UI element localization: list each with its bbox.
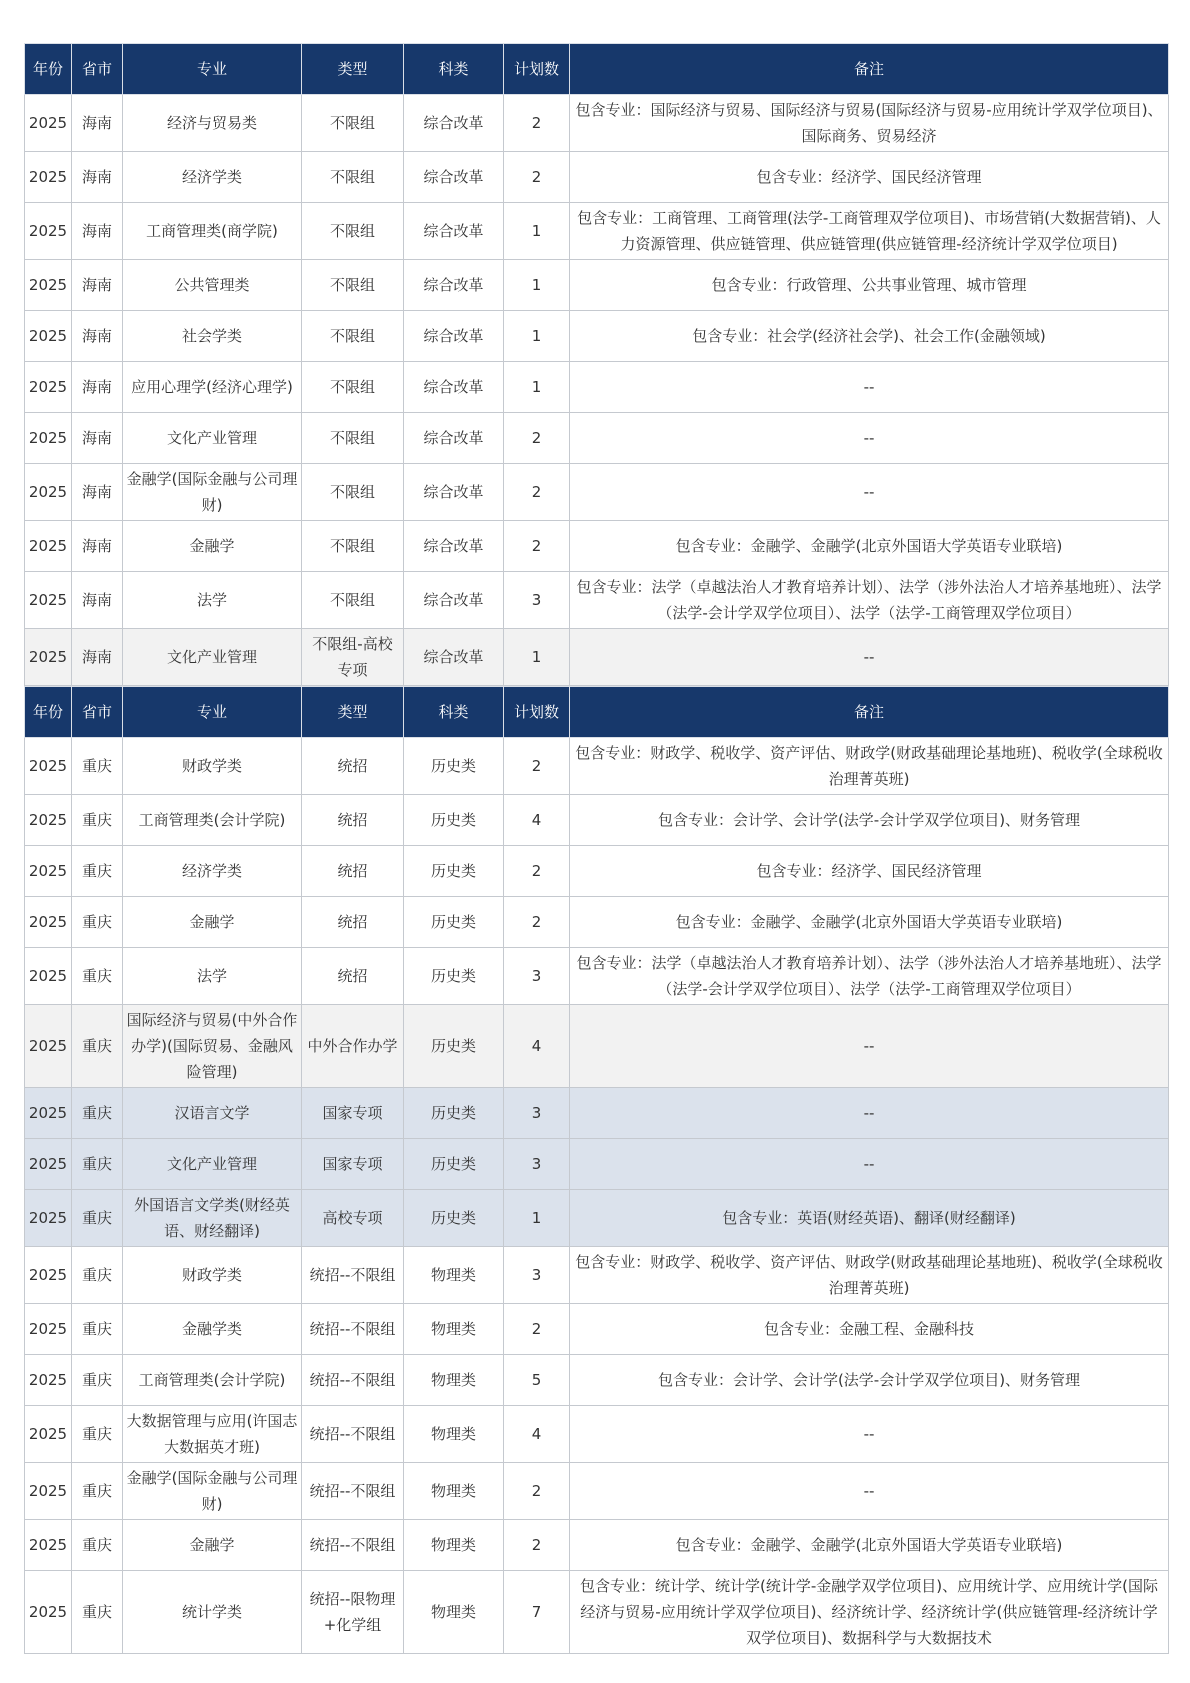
plan-cell: 1 — [504, 362, 570, 413]
type-cell: 不限组 — [302, 362, 404, 413]
remark-cell: 包含专业：金融学、金融学(北京外国语大学英语专业联培) — [570, 897, 1169, 948]
remark-cell: 包含专业：金融学、金融学(北京外国语大学英语专业联培) — [570, 521, 1169, 572]
type-cell: 统招--不限组 — [302, 1304, 404, 1355]
province-cell: 海南 — [72, 260, 123, 311]
major-cell: 经济学类 — [123, 152, 302, 203]
year-cell: 2025 — [25, 846, 72, 897]
column-header-plan: 计划数 — [504, 687, 570, 738]
category-cell: 历史类 — [404, 1190, 504, 1247]
type-cell: 不限组 — [302, 413, 404, 464]
table-row — [25, 95, 1169, 152]
province-cell: 海南 — [72, 629, 123, 686]
remark-cell: 包含专业：英语(财经英语)、翻译(财经翻译) — [570, 1190, 1169, 1247]
year-cell: 2025 — [25, 897, 72, 948]
major-cell: 金融学 — [123, 1520, 302, 1571]
major-cell: 统计学类 — [123, 1571, 302, 1654]
table-row — [25, 897, 1169, 948]
table-row — [25, 846, 1169, 897]
year-cell: 2025 — [25, 1355, 72, 1406]
type-cell: 统招 — [302, 948, 404, 1005]
major-cell: 公共管理类 — [123, 260, 302, 311]
category-cell: 综合改革 — [404, 311, 504, 362]
remark-cell: 包含专业：工商管理、工商管理(法学-工商管理双学位项目)、市场营销(大数据营销)、人力资源管理、供应链管理、供应链管理(供应链管理-经济统计学双学位项目) — [570, 203, 1169, 260]
plan-cell: 2 — [504, 413, 570, 464]
major-cell: 大数据管理与应用(许国志大数据英才班) — [123, 1406, 302, 1463]
category-cell: 物理类 — [404, 1520, 504, 1571]
category-cell: 综合改革 — [404, 572, 504, 629]
remark-cell: -- — [570, 413, 1169, 464]
category-cell: 物理类 — [404, 1355, 504, 1406]
type-cell: 国家专项 — [302, 1139, 404, 1190]
major-cell: 社会学类 — [123, 311, 302, 362]
type-cell: 统招--不限组 — [302, 1520, 404, 1571]
province-cell: 海南 — [72, 203, 123, 260]
year-cell: 2025 — [25, 152, 72, 203]
remark-cell: 包含专业：经济学、国民经济管理 — [570, 846, 1169, 897]
year-cell: 2025 — [25, 464, 72, 521]
column-header-province: 省市 — [72, 44, 123, 95]
column-header-remark: 备注 — [570, 687, 1169, 738]
year-cell: 2025 — [25, 1005, 72, 1088]
year-cell: 2025 — [25, 1139, 72, 1190]
province-cell: 重庆 — [72, 846, 123, 897]
category-cell: 综合改革 — [404, 413, 504, 464]
category-cell: 综合改革 — [404, 203, 504, 260]
province-cell: 重庆 — [72, 1571, 123, 1654]
plan-cell: 1 — [504, 260, 570, 311]
year-cell: 2025 — [25, 413, 72, 464]
province-cell: 重庆 — [72, 795, 123, 846]
column-header-type: 类型 — [302, 687, 404, 738]
type-cell: 统招--不限组 — [302, 1355, 404, 1406]
major-cell: 工商管理类(商学院) — [123, 203, 302, 260]
remark-cell: 包含专业：会计学、会计学(法学-会计学双学位项目)、财务管理 — [570, 1355, 1169, 1406]
major-cell: 金融学(国际金融与公司理财) — [123, 464, 302, 521]
type-cell: 不限组 — [302, 311, 404, 362]
province-cell: 重庆 — [72, 1005, 123, 1088]
category-cell: 物理类 — [404, 1463, 504, 1520]
plan-cell: 4 — [504, 1406, 570, 1463]
type-cell: 统招 — [302, 897, 404, 948]
year-cell: 2025 — [25, 1520, 72, 1571]
major-cell: 法学 — [123, 948, 302, 1005]
plan-cell: 4 — [504, 795, 570, 846]
plan-cell: 2 — [504, 521, 570, 572]
category-cell: 综合改革 — [404, 362, 504, 413]
province-cell: 海南 — [72, 95, 123, 152]
table-row — [25, 948, 1169, 1005]
table-row — [25, 362, 1169, 413]
type-cell: 不限组 — [302, 464, 404, 521]
table-row — [25, 1463, 1169, 1520]
type-cell: 不限组-高校专项 — [302, 629, 404, 686]
province-cell: 重庆 — [72, 948, 123, 1005]
major-cell: 经济学类 — [123, 846, 302, 897]
type-cell: 统招 — [302, 795, 404, 846]
plan-cell: 1 — [504, 1190, 570, 1247]
type-cell: 不限组 — [302, 572, 404, 629]
table-row — [25, 1190, 1169, 1247]
category-cell: 历史类 — [404, 1088, 504, 1139]
plan-cell: 5 — [504, 1355, 570, 1406]
category-cell: 物理类 — [404, 1406, 504, 1463]
remark-cell: -- — [570, 464, 1169, 521]
province-cell: 海南 — [72, 413, 123, 464]
remark-cell: 包含专业：金融工程、金融科技 — [570, 1304, 1169, 1355]
type-cell: 统招--不限组 — [302, 1463, 404, 1520]
plan-cell: 3 — [504, 1247, 570, 1304]
province-cell: 重庆 — [72, 1088, 123, 1139]
year-cell: 2025 — [25, 1571, 72, 1654]
remark-cell: -- — [570, 1088, 1169, 1139]
year-cell: 2025 — [25, 203, 72, 260]
remark-cell: -- — [570, 1463, 1169, 1520]
category-cell: 历史类 — [404, 897, 504, 948]
table-row — [25, 1571, 1169, 1654]
plan-cell: 3 — [504, 1088, 570, 1139]
year-cell: 2025 — [25, 1304, 72, 1355]
remark-cell: 包含专业：行政管理、公共事业管理、城市管理 — [570, 260, 1169, 311]
plan-cell: 2 — [504, 1304, 570, 1355]
plan-cell: 2 — [504, 738, 570, 795]
province-cell: 海南 — [72, 152, 123, 203]
major-cell: 金融学 — [123, 521, 302, 572]
table-row — [25, 464, 1169, 521]
plan-cell: 4 — [504, 1005, 570, 1088]
remark-cell: 包含专业：法学（卓越法治人才教育培养计划）、法学（涉外法治人才培养基地班）、法学（法学-会计学双学位项目）、法学（法学-工商管理双学位项目） — [570, 572, 1169, 629]
table-row — [25, 521, 1169, 572]
year-cell: 2025 — [25, 521, 72, 572]
type-cell: 高校专项 — [302, 1190, 404, 1247]
hainan-plan-table — [24, 43, 1169, 686]
remark-cell: 包含专业：金融学、金融学(北京外国语大学英语专业联培) — [570, 1520, 1169, 1571]
plan-cell: 2 — [504, 897, 570, 948]
remark-cell: -- — [570, 1139, 1169, 1190]
province-cell: 重庆 — [72, 897, 123, 948]
remark-cell: 包含专业：社会学(经济社会学)、社会工作(金融领域) — [570, 311, 1169, 362]
remark-cell: -- — [570, 362, 1169, 413]
plan-cell: 2 — [504, 464, 570, 521]
type-cell: 不限组 — [302, 260, 404, 311]
major-cell: 金融学 — [123, 897, 302, 948]
type-cell: 国家专项 — [302, 1088, 404, 1139]
plan-cell: 1 — [504, 629, 570, 686]
table-row — [25, 629, 1169, 686]
category-cell: 历史类 — [404, 738, 504, 795]
plan-cell: 3 — [504, 572, 570, 629]
column-header-year: 年份 — [25, 44, 72, 95]
table-row — [25, 152, 1169, 203]
column-header-remark: 备注 — [570, 44, 1169, 95]
remark-cell: 包含专业：经济学、国民经济管理 — [570, 152, 1169, 203]
province-cell: 重庆 — [72, 1520, 123, 1571]
type-cell: 不限组 — [302, 95, 404, 152]
plan-cell: 1 — [504, 203, 570, 260]
category-cell: 物理类 — [404, 1571, 504, 1654]
year-cell: 2025 — [25, 1463, 72, 1520]
year-cell: 2025 — [25, 95, 72, 152]
major-cell: 外国语言文学类(财经英语、财经翻译) — [123, 1190, 302, 1247]
province-cell: 海南 — [72, 311, 123, 362]
table-row — [25, 1355, 1169, 1406]
province-cell: 重庆 — [72, 1355, 123, 1406]
header-row — [25, 44, 1169, 95]
table-row — [25, 413, 1169, 464]
category-cell: 综合改革 — [404, 95, 504, 152]
table-row — [25, 572, 1169, 629]
table-row — [25, 260, 1169, 311]
major-cell: 汉语言文学 — [123, 1088, 302, 1139]
major-cell: 文化产业管理 — [123, 413, 302, 464]
major-cell: 法学 — [123, 572, 302, 629]
table-row — [25, 1520, 1169, 1571]
column-header-year: 年份 — [25, 687, 72, 738]
year-cell: 2025 — [25, 362, 72, 413]
table-row — [25, 1406, 1169, 1463]
major-cell: 财政学类 — [123, 738, 302, 795]
year-cell: 2025 — [25, 629, 72, 686]
remark-cell: -- — [570, 1406, 1169, 1463]
category-cell: 历史类 — [404, 948, 504, 1005]
province-cell: 重庆 — [72, 1463, 123, 1520]
major-cell: 金融学类 — [123, 1304, 302, 1355]
province-cell: 重庆 — [72, 1247, 123, 1304]
major-cell: 经济与贸易类 — [123, 95, 302, 152]
year-cell: 2025 — [25, 1190, 72, 1247]
category-cell: 物理类 — [404, 1247, 504, 1304]
province-cell: 重庆 — [72, 1139, 123, 1190]
plan-cell: 3 — [504, 1139, 570, 1190]
plan-cell: 7 — [504, 1571, 570, 1654]
major-cell: 文化产业管理 — [123, 629, 302, 686]
province-cell: 海南 — [72, 521, 123, 572]
year-cell: 2025 — [25, 738, 72, 795]
table-row — [25, 311, 1169, 362]
category-cell: 物理类 — [404, 1304, 504, 1355]
major-cell: 国际经济与贸易(中外合作办学)(国际贸易、金融风险管理) — [123, 1005, 302, 1088]
category-cell: 综合改革 — [404, 464, 504, 521]
year-cell: 2025 — [25, 1088, 72, 1139]
year-cell: 2025 — [25, 572, 72, 629]
category-cell: 历史类 — [404, 795, 504, 846]
category-cell: 历史类 — [404, 846, 504, 897]
category-cell: 综合改革 — [404, 521, 504, 572]
major-cell: 应用心理学(经济心理学) — [123, 362, 302, 413]
table-body — [25, 44, 1169, 686]
header-row — [25, 687, 1169, 738]
type-cell: 不限组 — [302, 521, 404, 572]
category-cell: 历史类 — [404, 1139, 504, 1190]
category-cell: 综合改革 — [404, 152, 504, 203]
major-cell: 金融学(国际金融与公司理财) — [123, 1463, 302, 1520]
remark-cell: 包含专业：法学（卓越法治人才教育培养计划）、法学（涉外法治人才培养基地班）、法学（法学-会计学双学位项目）、法学（法学-工商管理双学位项目） — [570, 948, 1169, 1005]
plan-cell: 2 — [504, 1520, 570, 1571]
year-cell: 2025 — [25, 795, 72, 846]
type-cell: 不限组 — [302, 203, 404, 260]
chongqing-plan-table — [24, 686, 1169, 1654]
column-header-type: 类型 — [302, 44, 404, 95]
category-cell: 综合改革 — [404, 260, 504, 311]
plan-cell: 2 — [504, 846, 570, 897]
year-cell: 2025 — [25, 1247, 72, 1304]
category-cell: 综合改革 — [404, 629, 504, 686]
year-cell: 2025 — [25, 948, 72, 1005]
remark-cell: -- — [570, 1005, 1169, 1088]
major-cell: 工商管理类(会计学院) — [123, 1355, 302, 1406]
table-row — [25, 1005, 1169, 1088]
column-header-category: 科类 — [404, 44, 504, 95]
type-cell: 统招 — [302, 738, 404, 795]
type-cell: 统招--不限组 — [302, 1247, 404, 1304]
province-cell: 海南 — [72, 362, 123, 413]
admission-plan-tables — [24, 43, 1168, 1654]
remark-cell: 包含专业：会计学、会计学(法学-会计学双学位项目)、财务管理 — [570, 795, 1169, 846]
plan-cell: 1 — [504, 311, 570, 362]
province-cell: 重庆 — [72, 1304, 123, 1355]
table-body — [25, 687, 1169, 1654]
category-cell: 历史类 — [404, 1005, 504, 1088]
major-cell: 文化产业管理 — [123, 1139, 302, 1190]
plan-cell: 2 — [504, 1463, 570, 1520]
table-row — [25, 1088, 1169, 1139]
table-row — [25, 795, 1169, 846]
type-cell: 统招--限物理+化学组 — [302, 1571, 404, 1654]
column-header-province: 省市 — [72, 687, 123, 738]
type-cell: 统招--不限组 — [302, 1406, 404, 1463]
remark-cell: 包含专业：统计学、统计学(统计学-金融学双学位项目)、应用统计学、应用统计学(国际经济与贸易-应用统计学双学位项目)、经济统计学、经济统计学(供应链管理-经济统计学双学位项目)、数据科学与大数据技术 — [570, 1571, 1169, 1654]
column-header-major: 专业 — [123, 44, 302, 95]
province-cell: 重庆 — [72, 1406, 123, 1463]
plan-cell: 3 — [504, 948, 570, 1005]
province-cell: 重庆 — [72, 1190, 123, 1247]
table-row — [25, 1304, 1169, 1355]
table-row — [25, 203, 1169, 260]
major-cell: 工商管理类(会计学院) — [123, 795, 302, 846]
remark-cell: 包含专业：财政学、税收学、资产评估、财政学(财政基础理论基地班)、税收学(全球税收治理菁英班) — [570, 738, 1169, 795]
remark-cell: -- — [570, 629, 1169, 686]
column-header-major: 专业 — [123, 687, 302, 738]
column-header-plan: 计划数 — [504, 44, 570, 95]
table-row — [25, 1247, 1169, 1304]
major-cell: 财政学类 — [123, 1247, 302, 1304]
province-cell: 海南 — [72, 464, 123, 521]
province-cell: 重庆 — [72, 738, 123, 795]
type-cell: 统招 — [302, 846, 404, 897]
year-cell: 2025 — [25, 311, 72, 362]
year-cell: 2025 — [25, 260, 72, 311]
plan-cell: 2 — [504, 152, 570, 203]
table-row — [25, 738, 1169, 795]
type-cell: 中外合作办学 — [302, 1005, 404, 1088]
column-header-category: 科类 — [404, 687, 504, 738]
province-cell: 海南 — [72, 572, 123, 629]
type-cell: 不限组 — [302, 152, 404, 203]
table-row — [25, 1139, 1169, 1190]
plan-cell: 2 — [504, 95, 570, 152]
remark-cell: 包含专业：国际经济与贸易、国际经济与贸易(国际经济与贸易-应用统计学双学位项目)、国际商务、贸易经济 — [570, 95, 1169, 152]
year-cell: 2025 — [25, 1406, 72, 1463]
remark-cell: 包含专业：财政学、税收学、资产评估、财政学(财政基础理论基地班)、税收学(全球税收治理菁英班) — [570, 1247, 1169, 1304]
